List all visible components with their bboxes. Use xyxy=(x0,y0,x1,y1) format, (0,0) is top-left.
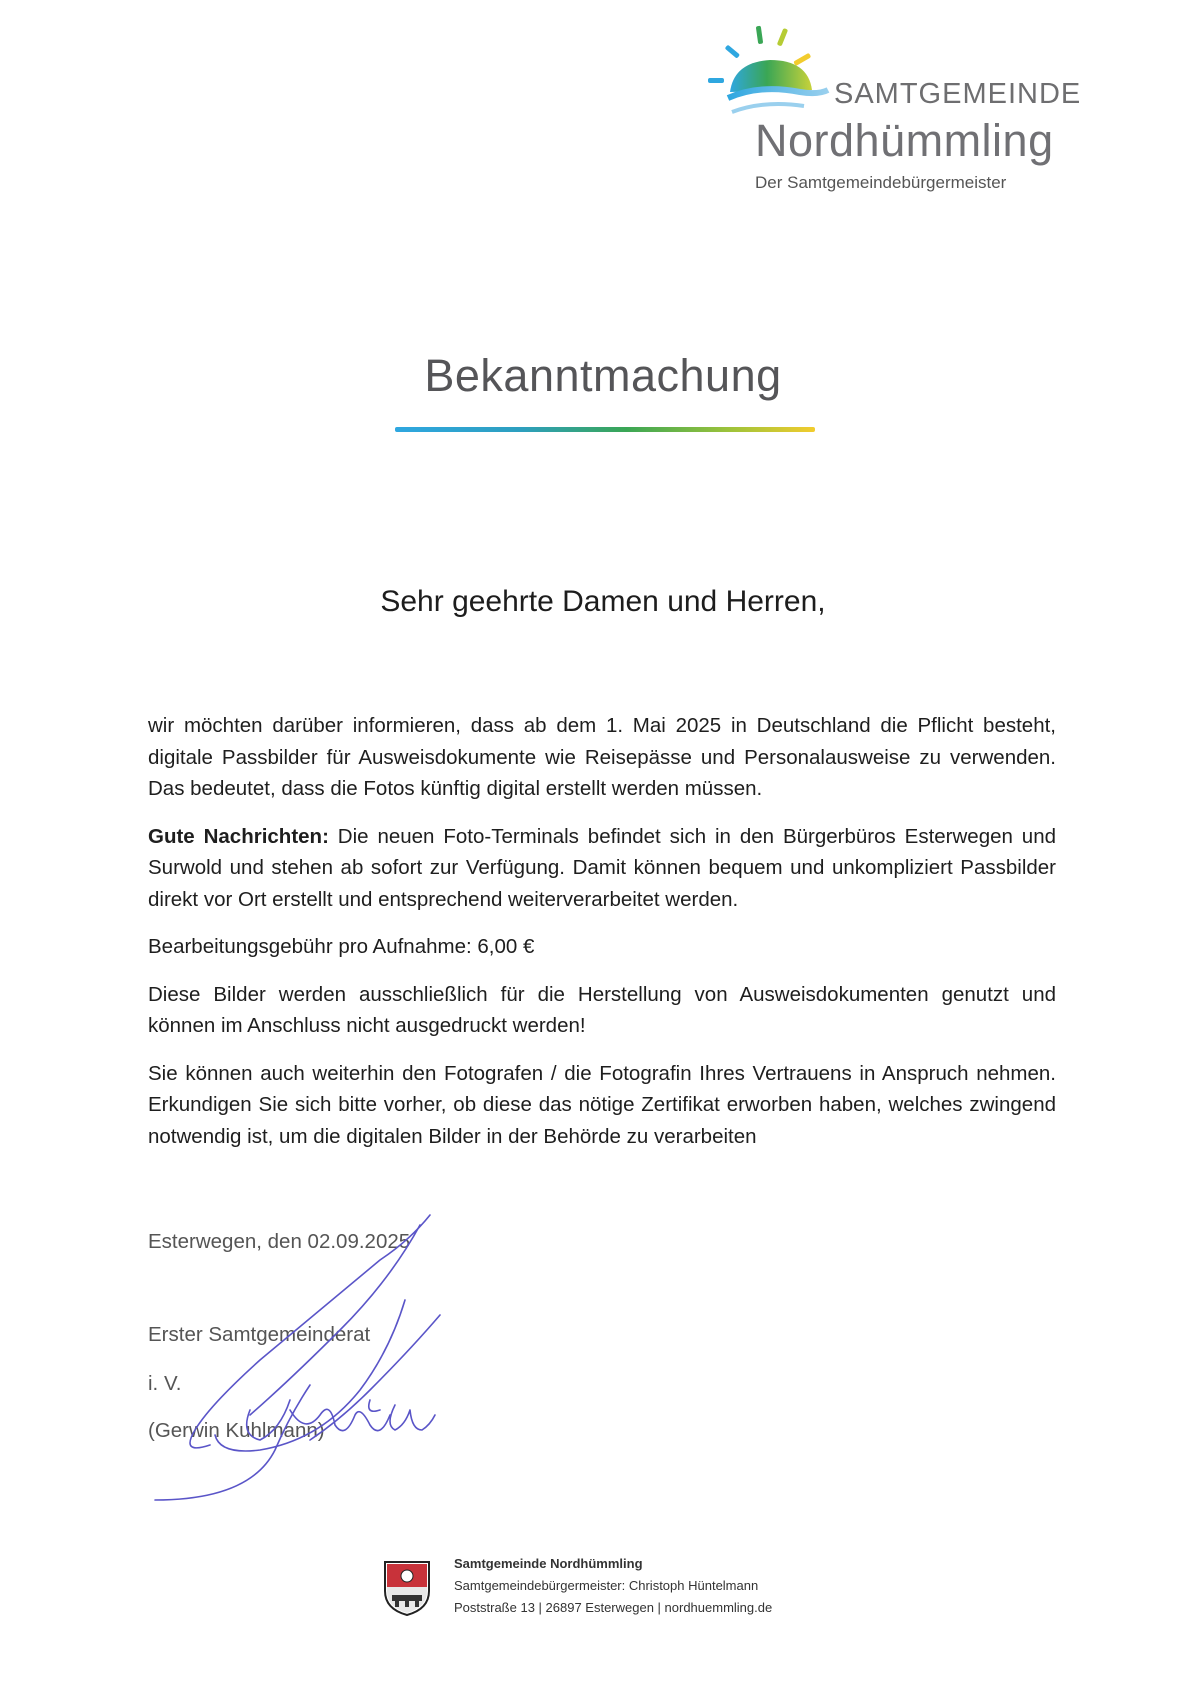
sun-logo-icon xyxy=(700,20,840,130)
signatory-name: (Gerwin Kuhlmann) xyxy=(148,1419,325,1442)
paragraph-2-lead: Gute Nachrichten: xyxy=(148,824,329,848)
paragraph-1: wir möchten darüber informieren, dass ab dem 1. Mai 2025 in Deutschland die Pflicht besteht, digitale Passbilder für Ausweisdokumente wie Reisepässe und Personalausweise zu verwenden. Das bedeutet, dass die Fotos künftig digital erstellt werden müssen. xyxy=(148,714,1056,800)
coat-of-arms-icon xyxy=(382,1559,432,1617)
paragraph-4: Diese Bilder werden ausschließlich für die Herstellung von Ausweisdokumenten genutzt und können im Anschluss nicht ausgedruckt werden! xyxy=(148,982,1056,1037)
paragraph-fee: Bearbeitungsgebühr pro Aufnahme: 6,00 € xyxy=(148,935,535,958)
paragraph-2 xyxy=(148,821,1056,916)
paragraph-5: Sie können auch weiterhin den Fotografen / die Fotografin Ihres Vertrauens in Anspruch nehmen. Erkundigen Sie sich bitte vorher, ob diese das nötige Zertifikat erworben haben, welches zwingend notwendig ist, um die digitalen Bilder in der Behörde zu verarbeiten xyxy=(148,1061,1056,1148)
body-text xyxy=(148,710,1056,1168)
iv-label: i. V. xyxy=(148,1372,182,1395)
title-underline xyxy=(395,427,815,432)
footer-name: Samtgemeinde Nordhümmling xyxy=(454,1556,643,1571)
brand-main-text: Nordhümmling xyxy=(755,115,1054,166)
footer-mayor: Samtgemeindebürgermeister: Christoph Hüntelmann xyxy=(454,1578,759,1593)
signatory-role: Erster Samtgemeinderat xyxy=(148,1323,371,1346)
salutation: Sehr geehrte Damen und Herren, xyxy=(380,585,826,618)
footer-text xyxy=(454,1553,772,1619)
page-title: Bekanntmachung xyxy=(424,350,782,401)
brand-top-text: SAMTGEMEINDE xyxy=(834,78,1082,110)
handwritten-signature xyxy=(140,1200,460,1520)
header-logo xyxy=(700,20,1080,200)
footer-address: Poststraße 13 | 26897 Esterwegen | nordhuemmling.de xyxy=(454,1600,773,1615)
brand-sub-text: Der Samtgemeindebürgermeister xyxy=(755,173,1007,192)
place-date: Esterwegen, den 02.09.2025 xyxy=(148,1230,411,1253)
paragraph-2-text: Die neuen Foto-Terminals befindet sich in den Bürgerbüros Esterwegen und Surwold und stehen ab sofort zur Verfügung. Damit können bequem und unkompliziert Passbilder direkt vor Ort erstellt und entsprechend weiterverarbeitet werden. xyxy=(148,824,1056,911)
